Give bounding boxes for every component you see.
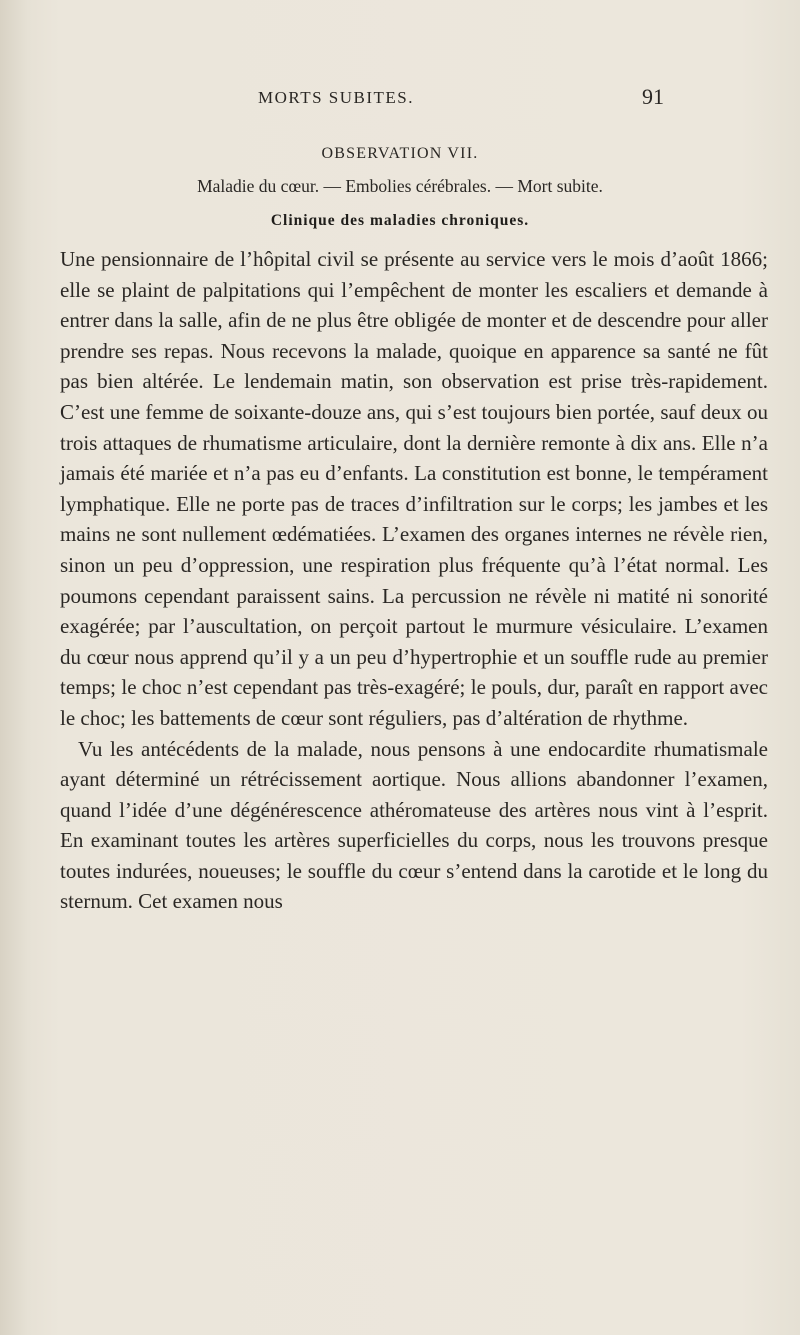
observation-heading: OBSERVATION VII. [321, 145, 479, 162]
page-number: 91 [642, 84, 664, 109]
running-head [0, 84, 800, 118]
paragraph-2: Vu les antécédents de la malade, nous pensons à une endocardite rhumatismale ayant déterminé un rétrécissement aortique. Nous allions abandonner l’examen, quand l’idée d’une dégénérescence athéromateuse des artères nous vint à l’esprit. En examinant toutes les artères superficielles du corps, nous les trouvons presque toutes indurées, noueuses; le souffle du cœur s’entend dans la carotide et le long du sternum. Cet examen nous [60, 736, 768, 914]
body-text [60, 244, 768, 917]
observation-subtitle: Maladie du cœur. — Embolies cérébrales. — Mort subite. [197, 176, 603, 196]
running-title: MORTS SUBITES. [258, 88, 415, 107]
paragraph-1: Une pensionnaire de l’hôpital civil se présente au service vers le mois d’août 1866; elle se plaint de palpitations qui l’empêchent de monter les escaliers et demande à entrer dans la salle, afin de ne plus être obligée de monter et de descendre pour aller prendre ses repas. Nous recevons la malade, quoique en apparence sa santé ne fût pas bien altérée. Le lendemain matin, son observation est prise très-rapidement. C’est une femme de soixante-douze ans, qui s’est toujours bien portée, sauf deux ou trois attaques de rhumatisme articulaire, dont la dernière remonte à dix ans. Elle n’a jamais été mariée et n’a pas eu d’enfants. La constitution est bonne, le tempérament lymphatique. Elle ne porte pas de traces d’infiltration sur le corps; les jambes et les mains ne sont nullement œdématiées. L’examen des organes internes ne révèle rien, sinon un peu d’oppression, une respiration plus fréquente qu’à l’état normal. Les poumons cependant paraissent sains. La percussion ne révèle ni matité ni sonorité exagérée; par l’auscultation, on perçoit partout le murmure vésiculaire. L’examen du cœur nous apprend qu’il y a un peu d’hypertrophie et un souffle rude au premier temps; le choc n’est cependant pas très-exagéré; le pouls, dur, paraît en rapport avec le choc; les battements de cœur sont réguliers, pas d’altération de rhythme. [60, 247, 768, 730]
clinic-heading: Clinique des maladies chroniques. [270, 212, 530, 229]
